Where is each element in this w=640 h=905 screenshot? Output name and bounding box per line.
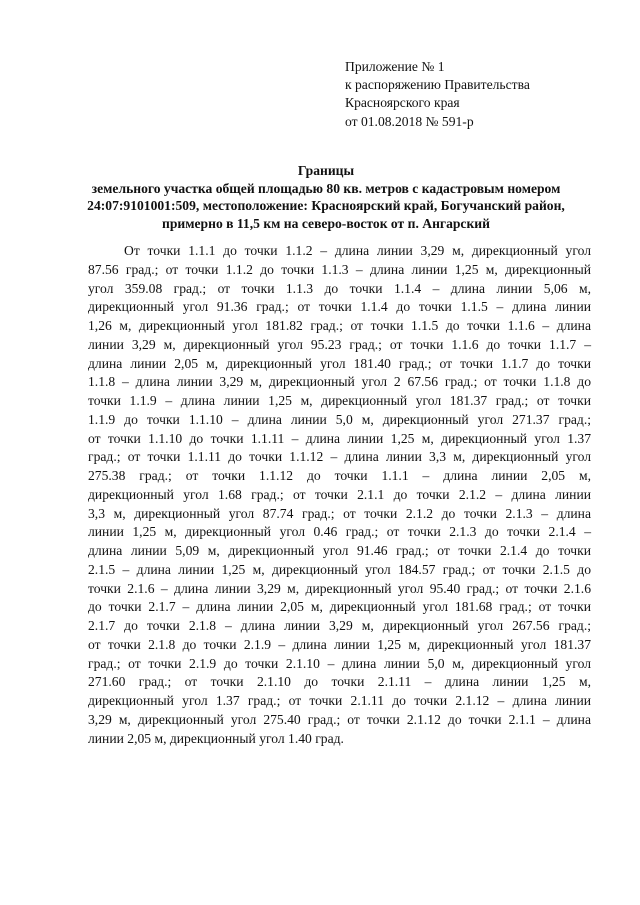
appendix-line-1: Приложение № 1 <box>345 59 445 74</box>
body-line: длина линии 2,05 м, дирекционный угол 181.40 град.; от точки 1.1.7 до точки <box>88 355 591 371</box>
heading-line-2: 24:07:9101001:509, местоположение: Красноярский край, Богучанский район, <box>87 198 565 214</box>
body-line: 2.1.7 до точки 2.1.8 – длина линии 3,29 м, дирекционный угол 267.56 град.; <box>88 618 591 633</box>
body-line: длина линии 5,09 м, дирекционный угол 91.46 град.; от точки 2.1.4 до точки <box>88 543 591 558</box>
body-line: От точки 1.1.1 до точки 1.1.2 – длина линии 3,29 м, дирекционный угол <box>124 243 591 258</box>
body-line: линии 2,05 м, дирекционный угол 1.40 град. <box>88 730 344 746</box>
body-line: 3,3 м, дирекционный угол 87.74 град.; от точки 2.1.2 до точки 2.1.3 – длина <box>88 505 591 521</box>
appendix-line-2: к распоряжению Правительства <box>345 77 530 93</box>
document-heading <box>78 162 574 232</box>
body-line: 1.1.8 – длина линии 3,29 м, дирекционный угол 2 67.56 град.; от точки 1.1.8 до <box>88 374 591 390</box>
heading-title: Границы <box>297 163 355 178</box>
body-line: 1.1.9 до точки 1.1.10 – длина линии 5,0 м, дирекционный угол 271.37 град.; <box>88 411 591 427</box>
appendix-line-4: от 01.08.2018 № 591-р <box>345 113 474 129</box>
body-line: дирекционный угол 91.36 град.; от точки 1.1.4 до точки 1.1.5 – длина линии <box>88 299 591 315</box>
appendix-line-3: Красноярского края <box>345 95 460 111</box>
body-line: до точки 2.1.7 – длина линии 2,05 м, дирекционный угол 181.68 град.; от точки <box>88 599 591 615</box>
body-line: линии 3,29 м, дирекционный угол 95.23 град.; от точки 1.1.6 до точки 1.1.7 – <box>88 336 591 352</box>
body-line: 3,29 м, дирекционный угол 275.40 град.; от точки 2.1.12 до точки 2.1.1 – длина <box>88 711 591 727</box>
body-line: дирекционный угол 1.37 град.; от точки 2.1.11 до точки 2.1.12 – длина линии <box>88 693 591 708</box>
body-line: 271.60 град.; от точки 2.1.10 до точки 2.1.11 – длина линии 1,25 м, <box>88 674 591 690</box>
heading-line-1: земельного участка общей площадью 80 кв. метров с кадастровым номером <box>91 180 561 196</box>
body-line: от точки 2.1.8 до точки 2.1.9 – длина линии 1,25 м, дирекционный угол 181.37 <box>88 636 591 652</box>
boundary-description <box>88 242 591 748</box>
heading-line-3: примерно в 11,5 км на северо-восток от п. Ангарский <box>162 215 490 231</box>
body-line: от точки 1.1.10 до точки 1.1.11 – длина линии 1,25 м, дирекционный угол 1.37 <box>88 430 591 446</box>
body-line: 1,26 м, дирекционный угол 181.82 град.; от точки 1.1.5 до точки 1.1.6 – длина <box>88 318 591 333</box>
body-line: град.; от точки 1.1.11 до точки 1.1.12 – длина линии 3,3 м, дирекционный угол <box>88 449 591 465</box>
appendix-note <box>345 58 605 131</box>
body-line: угол 359.08 град.; от точки 1.1.3 до точки 1.1.4 – длина линии 5,06 м, <box>88 280 591 296</box>
body-line: 275.38 град.; от точки 1.1.12 до точки 1.1.1 – длина линии 2,05 м, <box>88 468 591 483</box>
body-line: линии 1,25 м, дирекционный угол 0.46 град.; от точки 2.1.3 до точки 2.1.4 – <box>88 524 591 540</box>
body-line: 87.56 град.; от точки 1.1.2 до точки 1.1.3 – длина линии 1,25 м, дирекционный <box>88 261 591 277</box>
body-line: 2.1.5 – длина линии 1,25 м, дирекционный угол 184.57 град.; от точки 2.1.5 до <box>88 561 591 577</box>
body-line: град.; от точки 2.1.9 до точки 2.1.10 – длина линии 5,0 м, дирекционный угол <box>88 655 591 671</box>
body-line: дирекционный угол 1.68 град.; от точки 2.1.1 до точки 2.1.2 – длина линии <box>88 486 591 502</box>
body-line: точки 1.1.9 – длина линии 1,25 м, дирекционный угол 181.37 град.; от точки <box>88 393 591 408</box>
body-line: точки 2.1.6 – длина линии 3,29 м, дирекционный угол 95.40 град.; от точки 2.1.6 <box>88 580 591 596</box>
